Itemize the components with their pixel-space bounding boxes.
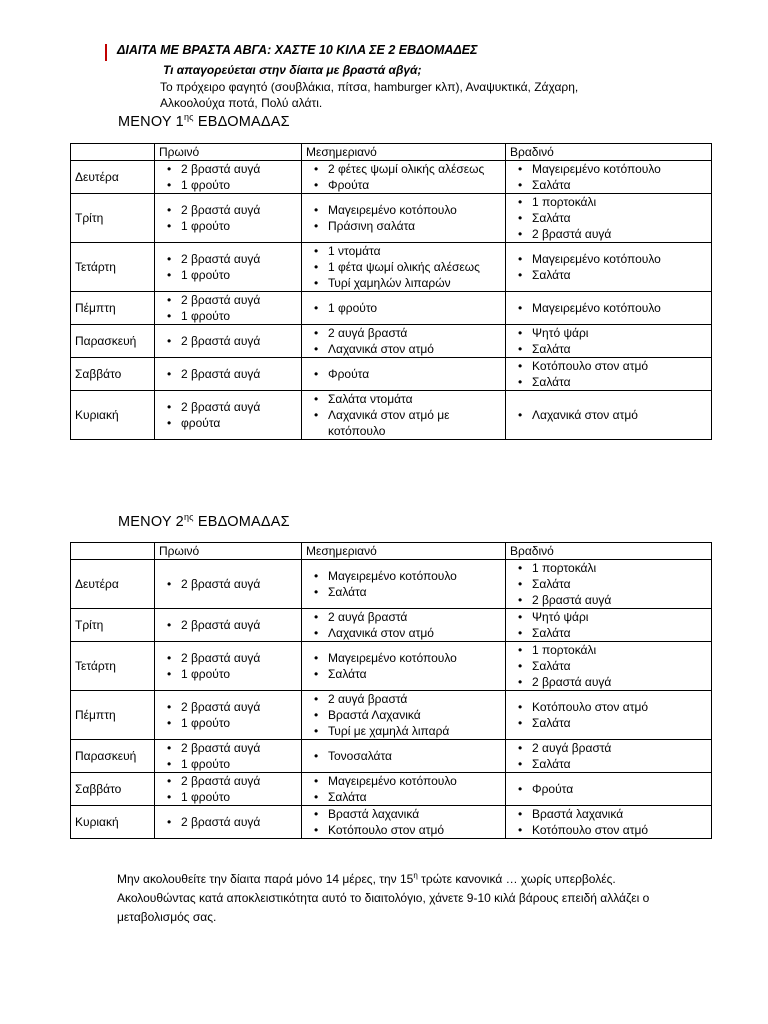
menu-item: • Μαγειρεμένο κοτόπουλο — [532, 251, 707, 267]
week1-heading-sup: ης — [183, 112, 194, 122]
menu-item: • 2 βραστά αυγά — [181, 814, 297, 830]
day-label: Κυριακή — [71, 806, 155, 839]
menu-item: • 2 βραστά αυγά — [181, 650, 297, 666]
lunch-list — [306, 568, 501, 600]
menu-item: • Σαλάτα — [532, 625, 707, 641]
lunch-list — [306, 391, 501, 439]
menu-item: • Βραστά λαχανικά — [328, 806, 501, 822]
menu-item: • 2 βραστά αυγά — [181, 161, 297, 177]
menu-item: • Σαλάτα — [532, 267, 707, 283]
week1-heading — [118, 112, 290, 130]
lunch-cell — [302, 609, 506, 642]
menu-item: • 2 βραστά αυγά — [181, 773, 297, 789]
footer-part-2: τρώτε κανονικά … χωρίς υπερβολές. Ακολουθώντας κατά αποκλειστικότητα αυτό το διαιτολόγιο, χάνετε 9-10 κιλά βάρους επειδή αλλάζει ο μεταβολισμός σας. — [117, 872, 650, 924]
day-label: Παρασκευή — [71, 325, 155, 358]
menu-item: • Λαχανικά στον ατμό με κοτόπουλο — [328, 407, 501, 439]
dinner-cell — [506, 773, 712, 806]
lunch-cell — [302, 773, 506, 806]
breakfast-cell — [155, 691, 302, 740]
dinner-list — [510, 300, 707, 316]
dinner-cell — [506, 806, 712, 839]
menu-item: • Ψητό ψάρι — [532, 609, 707, 625]
day-label: Σαββάτο — [71, 358, 155, 391]
breakfast-cell — [155, 292, 302, 325]
table-row — [71, 642, 712, 691]
dinner-list — [510, 194, 707, 242]
document-title: ΔΙΑΙΤΑ ΜΕ ΒΡΑΣΤΑ ΑΒΓΑ: ΧΑΣΤΕ 10 ΚΙΛΑ ΣΕ 2 ΕΒΔΟΜΑΔΕΣ — [117, 43, 478, 57]
menu-item: • Σαλάτα ντομάτα — [328, 391, 501, 407]
menu-item: • Λαχανικά στον ατμό — [328, 625, 501, 641]
menu-item: • 1 φρούτο — [181, 789, 297, 805]
day-label: Τετάρτη — [71, 243, 155, 292]
menu-item: • 2 αυγά βραστά — [328, 325, 501, 341]
dinner-cell — [506, 194, 712, 243]
menu-item: • 2 βραστά αυγά — [181, 366, 297, 382]
menu-item: • Μαγειρεμένο κοτόπουλο — [532, 300, 707, 316]
menu-item: • Πράσινη σαλάτα — [328, 218, 501, 234]
breakfast-list — [159, 292, 297, 324]
week1-heading-prefix: ΜΕΝΟΥ 1 — [118, 113, 184, 130]
menu-item: • Φρούτα — [532, 781, 707, 797]
table-row — [71, 161, 712, 194]
header-breakfast: Πρωινό — [155, 543, 302, 560]
menu-item: • Βραστά Λαχανικά — [328, 707, 501, 723]
menu-item: • Σαλάτα — [328, 789, 501, 805]
menu-item: • 1 φρούτο — [181, 308, 297, 324]
breakfast-cell — [155, 740, 302, 773]
dinner-list — [510, 325, 707, 357]
menu-item: • 1 πορτοκάλι — [532, 642, 707, 658]
menu-item: • Σαλάτα — [532, 715, 707, 731]
menu-item: • 2 βραστά αυγά — [532, 226, 707, 242]
breakfast-cell — [155, 773, 302, 806]
breakfast-list — [159, 366, 297, 382]
menu-item: • Βραστά λαχανικά — [532, 806, 707, 822]
dinner-list — [510, 642, 707, 690]
forbidden-list — [160, 79, 660, 111]
breakfast-cell — [155, 609, 302, 642]
dinner-cell — [506, 391, 712, 440]
day-label: Τρίτη — [71, 609, 155, 642]
table-row — [71, 609, 712, 642]
menu-item: • 2 αυγά βραστά — [328, 609, 501, 625]
table-row — [71, 358, 712, 391]
table-header-row — [71, 144, 712, 161]
forbidden-question: Τι απαγορεύεται στην δίαιτα με βραστά αβγά; — [163, 63, 422, 77]
lunch-list — [306, 773, 501, 805]
breakfast-list — [159, 699, 297, 731]
lunch-list — [306, 691, 501, 739]
menu-item: • Λαχανικά στον ατμό — [328, 341, 501, 357]
lunch-cell — [302, 740, 506, 773]
lunch-cell — [302, 194, 506, 243]
lunch-list — [306, 161, 501, 193]
menu-item: • Κοτόπουλο στον ατμό — [328, 822, 501, 838]
footer-note — [117, 866, 677, 927]
week1-heading-suffix: ΕΒΔΟΜΑΔΑΣ — [193, 113, 290, 130]
header-breakfast: Πρωινό — [155, 144, 302, 161]
menu-item: • Σαλάτα — [532, 756, 707, 772]
header-dinner: Βραδινό — [506, 144, 712, 161]
day-label: Παρασκευή — [71, 740, 155, 773]
week2-heading-prefix: ΜΕΝΟΥ 2 — [118, 513, 184, 530]
lunch-cell — [302, 391, 506, 440]
dinner-cell — [506, 358, 712, 391]
menu-item: • 1 πορτοκάλι — [532, 194, 707, 210]
breakfast-list — [159, 202, 297, 234]
day-label: Πέμπτη — [71, 292, 155, 325]
week2-menu-table — [70, 542, 712, 839]
lunch-cell — [302, 560, 506, 609]
day-label: Σαββάτο — [71, 773, 155, 806]
menu-item: • 2 βραστά αυγά — [181, 292, 297, 308]
menu-item: • Λαχανικά στον ατμό — [532, 407, 707, 423]
menu-item: • 2 βραστά αυγά — [181, 617, 297, 633]
menu-item: • Φρούτα — [328, 366, 501, 382]
dinner-cell — [506, 609, 712, 642]
dinner-list — [510, 161, 707, 193]
breakfast-cell — [155, 194, 302, 243]
menu-item: • Σαλάτα — [532, 576, 707, 592]
breakfast-list — [159, 251, 297, 283]
menu-item: • 1 φρούτο — [181, 218, 297, 234]
lunch-cell — [302, 642, 506, 691]
table-row — [71, 740, 712, 773]
menu-item: • φρούτα — [181, 415, 297, 431]
menu-item: • 1 φρούτο — [181, 715, 297, 731]
menu-item: • Τυρί με χαμηλά λιπαρά — [328, 723, 501, 739]
dinner-cell — [506, 560, 712, 609]
menu-item: • Σαλάτα — [532, 658, 707, 674]
menu-item: • 1 φρούτο — [181, 666, 297, 682]
week2-heading-suffix: ΕΒΔΟΜΑΔΑΣ — [193, 513, 290, 530]
breakfast-cell — [155, 391, 302, 440]
breakfast-list — [159, 740, 297, 772]
table-row — [71, 773, 712, 806]
table-row — [71, 243, 712, 292]
menu-item: • Σαλάτα — [532, 341, 707, 357]
week2-heading — [118, 512, 290, 530]
menu-item: • 1 φρούτο — [181, 267, 297, 283]
header-dinner: Βραδινό — [506, 543, 712, 560]
menu-item: • Κοτόπουλο στον ατμό — [532, 358, 707, 374]
table-row — [71, 391, 712, 440]
dinner-list — [510, 407, 707, 423]
menu-item: • Σαλάτα — [532, 374, 707, 390]
breakfast-list — [159, 161, 297, 193]
dinner-cell — [506, 642, 712, 691]
table-row — [71, 691, 712, 740]
table-header-row — [71, 543, 712, 560]
breakfast-list — [159, 814, 297, 830]
breakfast-list — [159, 399, 297, 431]
menu-item: • 2 βραστά αυγά — [181, 576, 297, 592]
breakfast-list — [159, 576, 297, 592]
menu-item: • 2 βραστά αυγά — [181, 251, 297, 267]
menu-item: • Μαγειρεμένο κοτόπουλο — [532, 161, 707, 177]
menu-item: • 2 βραστά αυγά — [181, 202, 297, 218]
dinner-cell — [506, 740, 712, 773]
forbidden-line-2: Αλκοολούχα ποτά, Πολύ αλάτι. — [160, 96, 323, 110]
footer-part-1: Μην ακολουθείτε την δίαιτα παρά μόνο 14 μέρες, την 15 — [117, 872, 414, 886]
menu-item: • 1 φρούτο — [181, 177, 297, 193]
lunch-cell — [302, 358, 506, 391]
breakfast-cell — [155, 243, 302, 292]
menu-item: • Σαλάτα — [532, 210, 707, 226]
breakfast-cell — [155, 806, 302, 839]
menu-item: • Μαγειρεμένο κοτόπουλο — [328, 568, 501, 584]
menu-item: • Μαγειρεμένο κοτόπουλο — [328, 650, 501, 666]
day-label: Πέμπτη — [71, 691, 155, 740]
breakfast-list — [159, 773, 297, 805]
lunch-list — [306, 748, 501, 764]
breakfast-cell — [155, 560, 302, 609]
menu-item: • 1 φρούτο — [181, 756, 297, 772]
breakfast-cell — [155, 161, 302, 194]
lunch-list — [306, 243, 501, 291]
dinner-list — [510, 806, 707, 838]
header-lunch: Μεσημεριανό — [302, 144, 506, 161]
lunch-list — [306, 202, 501, 234]
lunch-cell — [302, 325, 506, 358]
table-row — [71, 292, 712, 325]
day-label: Τετάρτη — [71, 642, 155, 691]
breakfast-cell — [155, 358, 302, 391]
header-day-empty — [71, 144, 155, 161]
week2-heading-sup: ης — [183, 512, 194, 522]
dinner-list — [510, 560, 707, 608]
day-label: Τρίτη — [71, 194, 155, 243]
menu-item: • Σαλάτα — [328, 584, 501, 600]
day-label: Κυριακή — [71, 391, 155, 440]
menu-item: • Σαλάτα — [328, 666, 501, 682]
dinner-list — [510, 251, 707, 283]
dinner-list — [510, 699, 707, 731]
menu-item: • Σαλάτα — [532, 177, 707, 193]
dinner-cell — [506, 691, 712, 740]
lunch-cell — [302, 691, 506, 740]
lunch-cell — [302, 161, 506, 194]
menu-item: • 2 βραστά αυγά — [181, 699, 297, 715]
lunch-cell — [302, 243, 506, 292]
header-day-empty — [71, 543, 155, 560]
week1-menu-table — [70, 143, 712, 440]
lunch-list — [306, 366, 501, 382]
menu-item: • 2 βραστά αυγά — [532, 592, 707, 608]
breakfast-cell — [155, 642, 302, 691]
menu-item: • 2 βραστά αυγά — [181, 740, 297, 756]
lunch-list — [306, 300, 501, 316]
breakfast-list — [159, 650, 297, 682]
menu-item: • Κοτόπουλο στον ατμό — [532, 822, 707, 838]
footer-sup: η — [413, 871, 418, 880]
dinner-cell — [506, 243, 712, 292]
header-lunch: Μεσημεριανό — [302, 543, 506, 560]
day-label: Δευτέρα — [71, 560, 155, 609]
lunch-list — [306, 325, 501, 357]
menu-item: • 2 βραστά αυγά — [181, 333, 297, 349]
dinner-cell — [506, 292, 712, 325]
breakfast-list — [159, 333, 297, 349]
table-row — [71, 194, 712, 243]
lunch-cell — [302, 806, 506, 839]
dinner-list — [510, 781, 707, 797]
menu-item: • 1 πορτοκάλι — [532, 560, 707, 576]
day-label: Δευτέρα — [71, 161, 155, 194]
dinner-list — [510, 740, 707, 772]
menu-item: • Τονοσαλάτα — [328, 748, 501, 764]
lunch-list — [306, 806, 501, 838]
menu-item: • Ψητό ψάρι — [532, 325, 707, 341]
menu-item: • 2 βραστά αυγά — [532, 674, 707, 690]
table-row — [71, 325, 712, 358]
menu-item: • Φρούτα — [328, 177, 501, 193]
dinner-list — [510, 358, 707, 390]
table-row — [71, 806, 712, 839]
dinner-cell — [506, 161, 712, 194]
forbidden-line-1: Το πρόχειρο φαγητό (σουβλάκια, πίτσα, hamburger κλπ), Αναψυκτικά, Ζάχαρη, — [160, 80, 579, 94]
lunch-cell — [302, 292, 506, 325]
menu-item: • 1 φρούτο — [328, 300, 501, 316]
menu-item: • Μαγειρεμένο κοτόπουλο — [328, 202, 501, 218]
dinner-cell — [506, 325, 712, 358]
menu-item: • Μαγειρεμένο κοτόπουλο — [328, 773, 501, 789]
menu-item: • 1 ντομάτα — [328, 243, 501, 259]
menu-item: • 2 φέτες ψωμί ολικής αλέσεως — [328, 161, 501, 177]
lunch-list — [306, 650, 501, 682]
table-row — [71, 560, 712, 609]
menu-item: • 2 αυγά βραστά — [532, 740, 707, 756]
text-cursor-mark — [105, 44, 107, 61]
menu-item: • 2 βραστά αυγά — [181, 399, 297, 415]
menu-item: • 1 φέτα ψωμί ολικής αλέσεως — [328, 259, 501, 275]
menu-item: • Τυρί χαμηλών λιπαρών — [328, 275, 501, 291]
breakfast-list — [159, 617, 297, 633]
menu-item: • 2 αυγά βραστά — [328, 691, 501, 707]
breakfast-cell — [155, 325, 302, 358]
lunch-list — [306, 609, 501, 641]
dinner-list — [510, 609, 707, 641]
menu-item: • Κοτόπουλο στον ατμό — [532, 699, 707, 715]
